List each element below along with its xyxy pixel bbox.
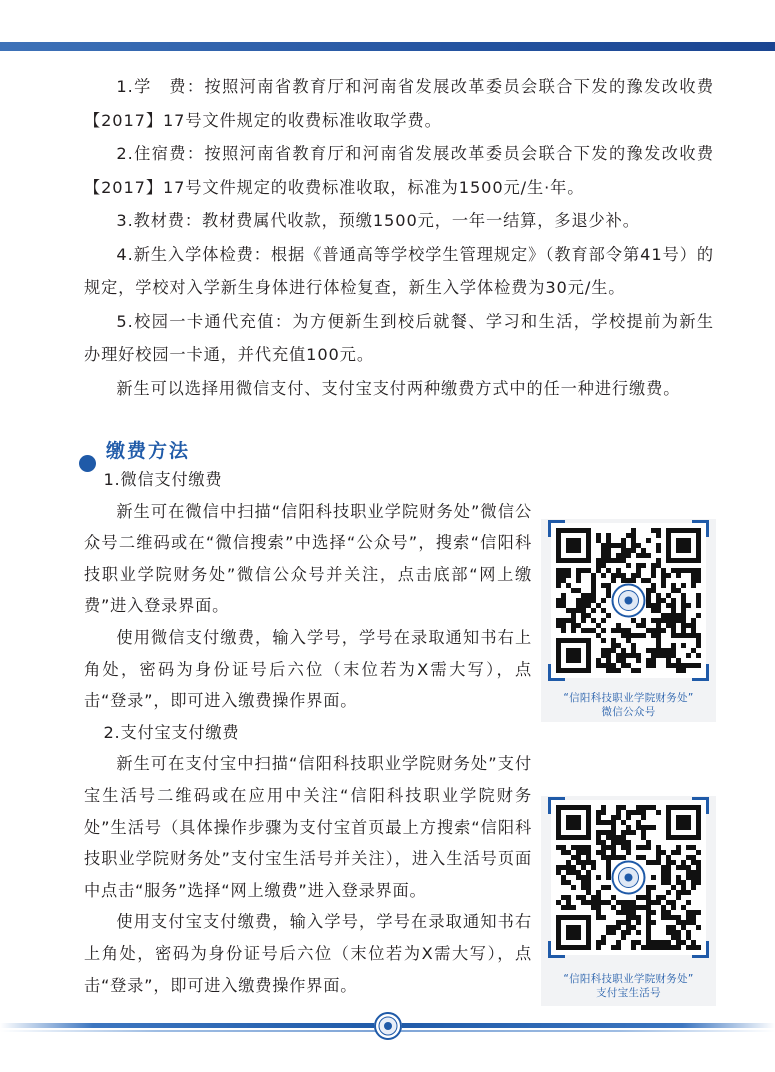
qr-frame-corner (548, 520, 565, 537)
wechat-instructions: 新生可在微信中扫描“信阳科技职业学院财务处”微信公众号二维码或在“微信搜索”中选择“公众号”，搜索“信阳科技职业学院财务处”微信公众号并关注，点击底部“网上缴费”进入登录界面。 (84, 501, 532, 616)
alipay-instructions: 新生可在支付宝中扫描“信阳科技职业学院财务处”支付宝生活号二维码或在应用中关注“信阳科技职业学院财务处”生活号（具体操作步骤为支付宝首页最上方搜索“信阳科技职业学院财务处”支付宝生活号并关注），进入生活号页面中点击“服务”选择“网上缴费”进入登录界面。 (84, 754, 532, 900)
qr-frame-corner (548, 664, 565, 681)
qr-code-icon (551, 523, 706, 678)
fee-item-campus-card: 5.校园一卡通代充值：为方便新生到校后就餐、学习和生活，学校提前为新生办理好校园一卡通，并代充值100元。 (84, 311, 714, 364)
payment-options-note: 新生可以选择用微信支付、支付宝支付两种缴费方式中的任一种进行缴费。 (116, 378, 681, 398)
qr-frame-corner (692, 941, 709, 958)
section-title-payment-methods: 缴费方法 (106, 440, 191, 462)
qr-frame-corner (548, 797, 565, 814)
fee-item-textbooks: 3.教材费：教材费属代收款，预缴1500元，一年一结算，多退少补。 (116, 211, 640, 230)
payment-methods-text (84, 464, 532, 1001)
wechat-qr-caption-line1: “信阳科技职业学院财务处” (563, 692, 694, 704)
alipay-qr-code[interactable] (551, 800, 706, 955)
wechat-qr-code[interactable] (551, 523, 706, 678)
alipay-qr-card (541, 796, 716, 1006)
top-header-bar (0, 42, 775, 51)
wechat-qr-card (541, 519, 716, 722)
wechat-login-instructions: 使用微信支付缴费，输入学号，学号在录取通知书右上角处，密码为身份证号后六位（末位若为X需大写），点击“登录”，即可进入缴费操作界面。 (84, 627, 532, 711)
fee-item-accommodation: 2.住宿费：按照河南省教育厅和河南省发展改革委员会联合下发的豫发改收费【2017】17号文件规定的收费标准收取，标准为1500元/生·年。 (84, 144, 714, 197)
alipay-qr-caption-line1: “信阳科技职业学院财务处” (563, 973, 694, 985)
qr-frame-corner (692, 664, 709, 681)
fee-item-tuition: 1.学 费：按照河南省教育厅和河南省发展改革委员会联合下发的豫发改收费【2017】17号文件规定的收费标准收取学费。 (84, 77, 714, 130)
alipay-qr-caption (541, 972, 716, 1000)
qr-frame-corner (692, 520, 709, 537)
qr-frame-corner (692, 797, 709, 814)
wechat-qr-caption-line2: 微信公众号 (601, 706, 656, 718)
alipay-login-instructions: 使用支付宝支付缴费，输入学号，学号在录取通知书右上角处，密码为身份证号后六位（末位若为X需大写），点击“登录”，即可进入缴费操作界面。 (84, 912, 532, 995)
school-emblem-icon (374, 1012, 402, 1040)
qr-frame-corner (548, 941, 565, 958)
wechat-qr-caption (541, 691, 716, 719)
wechat-heading: 1.微信支付缴费 (103, 470, 223, 489)
qr-code-icon (551, 800, 706, 955)
alipay-qr-caption-line2: 支付宝生活号 (596, 987, 661, 999)
fee-item-medical-exam: 4.新生入学体检费：根据《普通高等学校学生管理规定》（教育部令第41号）的规定，学校对入学新生身体进行体检复查，新生入学体检费为30元/生。 (84, 244, 714, 297)
alipay-heading: 2.支付宝支付缴费 (103, 722, 240, 742)
fee-items-section (84, 70, 714, 405)
